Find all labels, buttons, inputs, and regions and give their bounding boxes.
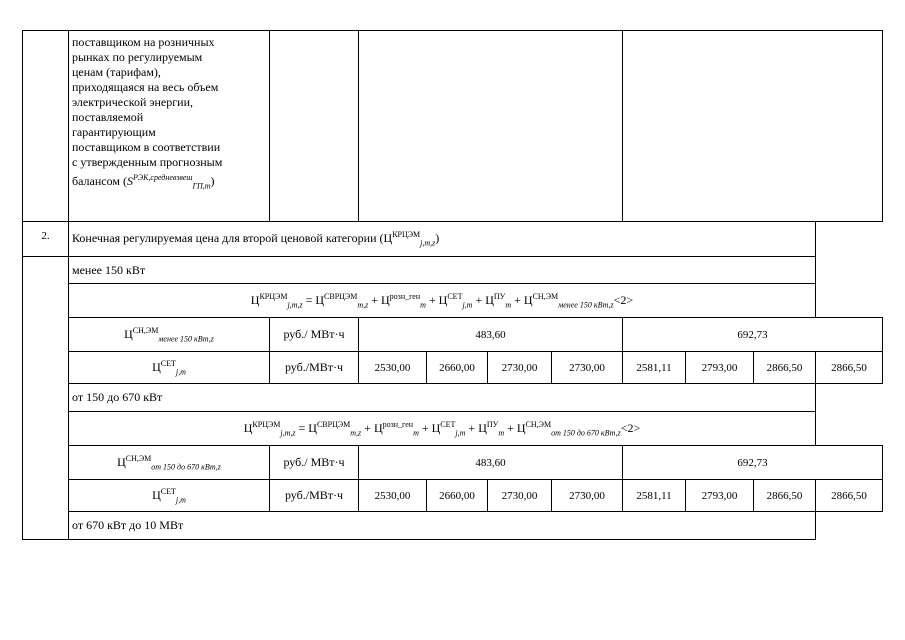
- value-cell: 2793,00: [686, 352, 754, 384]
- value-cell: 2866,50: [754, 352, 816, 384]
- group-label: от 670 кВт до 10 МВт: [69, 512, 816, 540]
- formula-row: [23, 284, 883, 318]
- formula: $Ц^{КРЦЭМ}_{j,m,z} = Ц^{СВРЦЭМ}_{m,z} + Ц^{розн\_ген}_m + Ц^{СЕТ}_{j,m} + Ц^{ПУ}_m + Ц^{СН,ЭМ}_{от 150 до 670 кВт,z}<2>$: [69, 412, 816, 446]
- section-number: 2.: [23, 222, 69, 257]
- krcem-symbol: $Ц^{КРЦЭМ}_{j,m,z}$: [383, 230, 436, 248]
- desc-line: с утвержденным прогнозным: [72, 155, 223, 169]
- group-label: от 150 до 670 кВт: [69, 384, 816, 412]
- value-cell: 2730,00: [552, 480, 623, 512]
- desc-line: рынках по регулируемым: [72, 50, 203, 64]
- value-cell: 2581,11: [623, 480, 686, 512]
- section-heading: Конечная регулируемая цена для второй ценовой категории $(Ц^{КРЦЭМ}_{j,m,z})$: [69, 222, 816, 257]
- description-cell: [69, 31, 270, 222]
- value-cell: 2730,00: [552, 352, 623, 384]
- desc-line-last: балансом $(S^{РЭК,средневзвеш}_{ГП,m})$: [72, 173, 215, 191]
- value-cell: 2530,00: [359, 480, 427, 512]
- value-cell: 692,73: [623, 318, 883, 352]
- value-cell: 2866,50: [816, 480, 883, 512]
- unit-cell: руб./ МВт·ч: [270, 318, 359, 352]
- desc-line: ценам (тарифам),: [72, 65, 161, 79]
- empty-cell: [359, 31, 623, 222]
- empty-cell: [270, 31, 359, 222]
- value-cell: 483,60: [359, 446, 623, 480]
- desc-line: поставщиком в соответствии: [72, 140, 221, 154]
- sn-em-row: [23, 446, 883, 480]
- group-label-row: [23, 512, 883, 540]
- value-cell: 2530,00: [359, 352, 427, 384]
- value-cell: 2866,50: [754, 480, 816, 512]
- num-cell-empty: [23, 31, 69, 222]
- group-label: менее 150 кВт: [69, 257, 816, 284]
- value-cell: 2730,00: [488, 352, 552, 384]
- value-cell: 2866,50: [816, 352, 883, 384]
- set-symbol: $Ц^{СЕТ}_{j,m}$: [69, 480, 270, 512]
- continuation-row: [23, 31, 883, 222]
- num-cell-span: [23, 257, 69, 540]
- tariff-table: [22, 30, 883, 540]
- value-cell: 2730,00: [488, 480, 552, 512]
- value-cell: 483,60: [359, 318, 623, 352]
- unit-cell: руб./МВт·ч: [270, 480, 359, 512]
- desc-line: поставщиком на розничных: [72, 35, 215, 49]
- value-cell: 2660,00: [427, 480, 488, 512]
- formula: $Ц^{КРЦЭМ}_{j,m,z} = Ц^{СВРЦЭМ}_{m,z} + Ц^{розн\_ген}_m + Ц^{СЕТ}_{j,m} + Ц^{ПУ}_m + Ц^{СН,ЭМ}_{менее 150 кВт,z}<2>$: [69, 284, 816, 318]
- value-cell: 2793,00: [686, 480, 754, 512]
- group-label-row: [23, 257, 883, 284]
- empty-cell: [623, 31, 883, 222]
- sn-em-symbol: $Ц^{СН,ЭМ}_{от 150 до 670 кВт,z}$: [69, 446, 270, 480]
- sn-em-symbol: $Ц^{СН,ЭМ}_{менее 150 кВт,z}$: [69, 318, 270, 352]
- set-row: [23, 480, 883, 512]
- group-label-row: [23, 384, 883, 412]
- desc-line: электрической энергии,: [72, 95, 194, 109]
- desc-line: балансом: [72, 174, 120, 188]
- set-symbol: $Ц^{СЕТ}_{j,m}$: [69, 352, 270, 384]
- set-row: [23, 352, 883, 384]
- section-heading-row: [23, 222, 883, 257]
- unit-cell: руб./МВт·ч: [270, 352, 359, 384]
- desc-line: гарантирующим: [72, 125, 156, 139]
- desc-line: приходящаяся на весь объем: [72, 80, 219, 94]
- s-symbol: $S^{РЭК,средневзвеш}_{ГП,m}$: [126, 173, 211, 191]
- value-cell: 692,73: [623, 446, 883, 480]
- value-cell: 2581,11: [623, 352, 686, 384]
- formula-row: [23, 412, 883, 446]
- desc-line: поставляемой: [72, 110, 144, 124]
- unit-cell: руб./ МВт·ч: [270, 446, 359, 480]
- value-cell: 2660,00: [427, 352, 488, 384]
- sn-em-row: [23, 318, 883, 352]
